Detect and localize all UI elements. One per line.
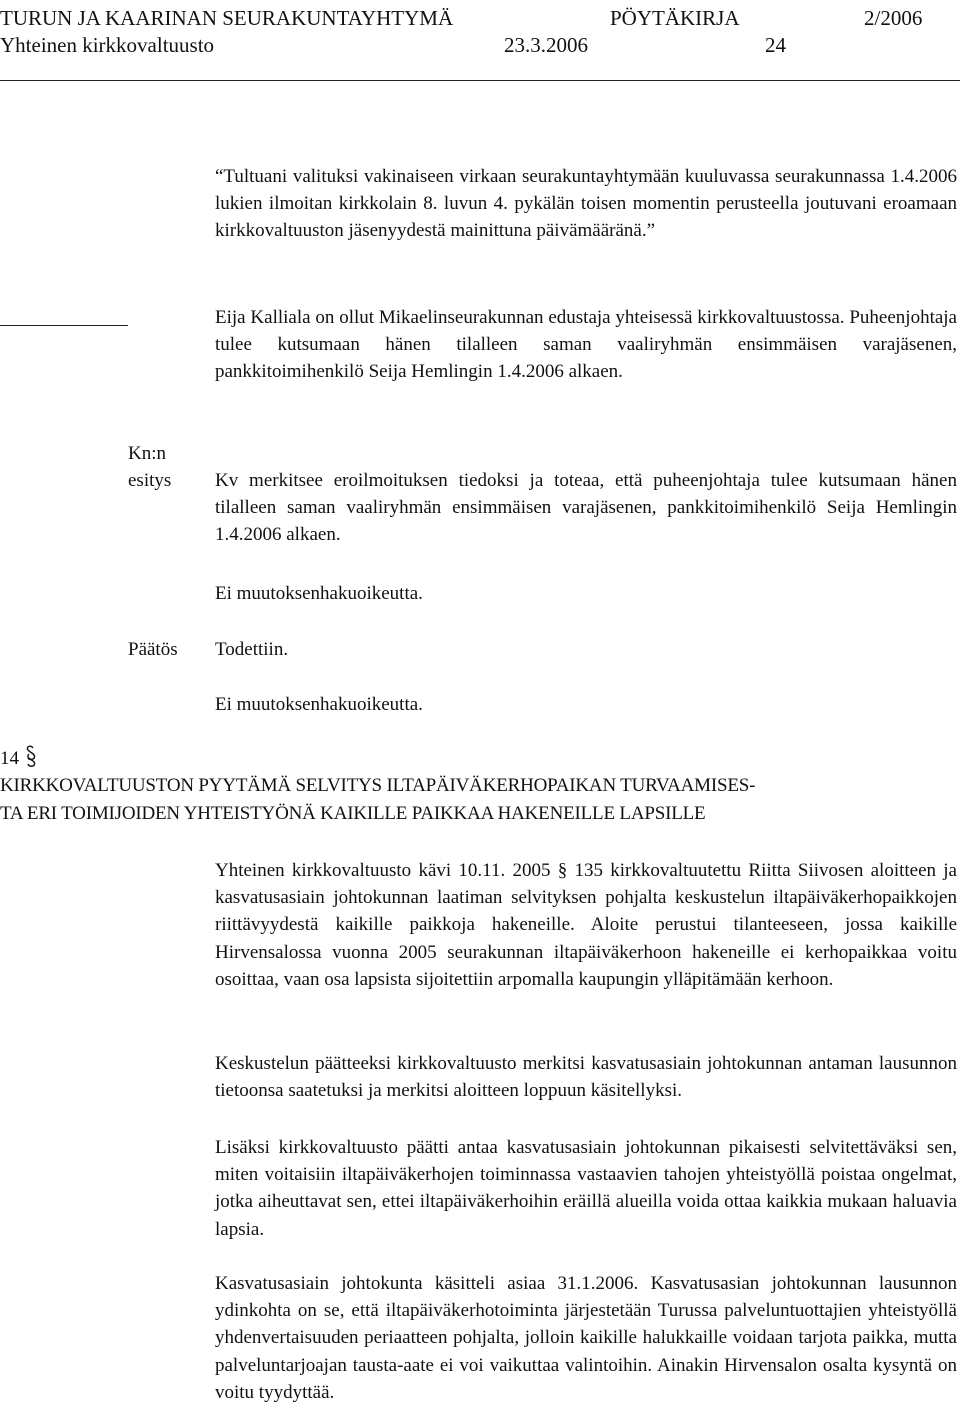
body-paragraph-3: Lisäksi kirkkovaltuusto päätti antaa kasvatusasiain johtokunnan pikaisesti selvitettäväksi sen, miten voitaisiin iltapäiväkerhojen toiminnassa vastaavien tahojen yhteistyöllä poistaa ongelmat, jotka aiheuttavat sen, ettei iltapäiväkerhoihin eräillä alueilla voida ottaa kaikkia mukaan haluavia lapsia. [215,1137,957,1240]
doc-type: PÖYTÄKIRJA [610,6,740,30]
proposal-appeal: Ei muutoksenhakuoikeutta. [215,583,423,604]
decision-appeal: Ei muutoksenhakuoikeutta. [215,694,423,715]
meeting-date: 23.3.2006 [504,33,588,57]
page-number: 24 [765,33,786,57]
body-paragraph-4: Kasvatusasiain johtokunta käsitteli asiaa 31.1.2006. Kasvatusasian johtokunnan lausunnon ydinkohta on se, että iltapäiväkerhotoiminta järjestetään Turussa palveluntuottajien yhteistyöllä yhdenvertaisuuden periaatteen pohjalta, jolloin kaikille halukkaille voidaan tarjota paikka, mutta palveluntarjoajan tausta-aate ei voi vaikuttaa valintoihin. Ainakin Hirvensalon osalta kysyntä on voitu tyydyttää. [215,1273,957,1403]
header-rule [0,80,960,81]
body-paragraph-2: Keskustelun päätteeksi kirkkovaltuusto merkitsi kasvatusasiain johtokunnan antaman lausunnon tietoonsa saatetuksi ja merkitsi aloitteen loppuun käsitellyksi. [215,1053,957,1102]
resignation-quote: “Tultuani valituksi vakinaiseen virkaan seurakuntayhtymään kuuluvassa seurakunnassa 1.4.2006 lukien ilmoitan kirkkolain 8. luvun 4. pykälän toisen momentin perusteella joutuvani eroamaan kirkkovaltuuston jäsenyydestä mainittuna päivämääränä.” [215,166,957,242]
proposal-label-line2: esitys [128,470,172,491]
doc-number: 2/2006 [864,6,923,30]
body-paragraph-1: Yhteinen kirkkovaltuusto kävi 10.11. 2005 § 135 kirkkovaltuutettu Riitta Siivosen aloitteen ja kasvatusasiain johtokunnan laatiman selvityksen pohjalta keskustelun iltapäiväkerhopaikkojen riittävyydestä kaikille paikkoja hakeneille. Aloite perustui tilanteeseen, jossa kaikille Hirvensalossa vuonna 2005 seurakunnan iltapäiväkerhoon hakeneille ei kerhopaikkaa voitu osoittaa, vaan osa lapsista sijoitettiin arpomalla kaupungin ylläpitämään kerhoon. [215,860,957,990]
decision-text: Todettiin. [215,639,289,660]
resignation-statement: Eija Kalliala on ollut Mikaelinseurakunnan edustaja yhteisessä kirkkovaltuustossa. Puheenjohtaja tulee kutsumaan hänen tilalleen saman vaaliryhmän ensimmäisen varajäsenen, pankkitoimihenkilö Seija Hemlingin 1.4.2006 alkaen. [215,307,957,383]
margin-rule [0,325,128,326]
proposal-text: Kv merkitsee eroilmoituksen tiedoksi ja toteaa, että puheenjohtaja tulee kutsumaan hänen tilalleen saman vaaliryhmän ensimmäisen varajäsenen, pankkitoimihenkilö Seija Hemlingin 1.4.2006 alkaen. [215,470,957,546]
org-name: TURUN JA KAARINAN SEURAKUNTAYHTYMÄ [0,6,454,30]
section-sign-icon [26,745,36,767]
body-name: Yhteinen kirkkovaltuusto [0,33,215,57]
section-title-line2: TA ERI TOIMIJOIDEN YHTEISTYÖNÄ KAIKILLE PAIKKAA HAKENEILLE LAPSILLE [0,803,706,824]
proposal-label-line1: Kn:n [128,443,166,464]
decision-label: Päätös [128,639,178,660]
section-number: 14 [0,748,19,769]
section-title-line1: KIRKKOVALTUUSTON PYYTÄMÄ SELVITYS ILTAPÄIVÄKERHOPAIKAN TURVAAMISES- [0,775,756,796]
